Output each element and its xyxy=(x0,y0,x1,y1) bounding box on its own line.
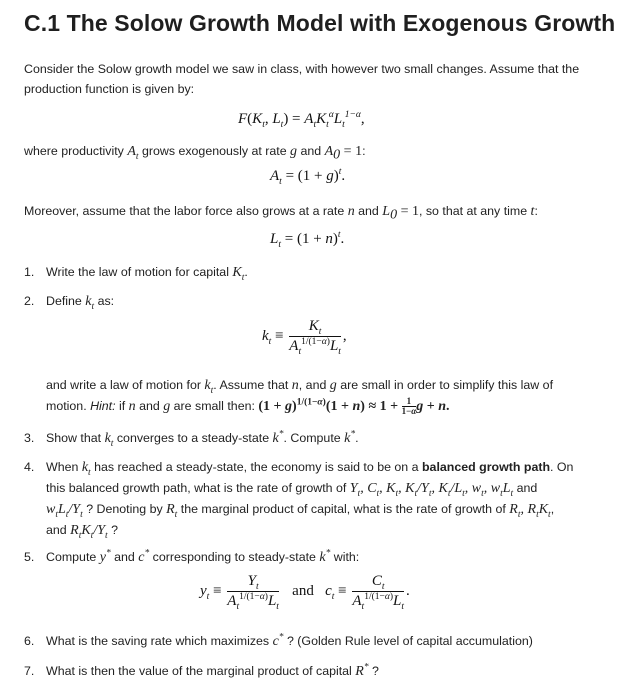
labor-sentence: Moreover, assume that the labor force also grows at a rate n and $L_0 = 1$, so that at any time t: xyxy=(24,204,538,223)
productivity-growth-equation: $A_t = (1 + g)^t$. xyxy=(270,167,346,187)
output-consumption-definitions: $y_t$ ≡ $\frac{Y_t}{A_t^{1/(1-\alpha)}L_t}$ and $c_t$ ≡ $\frac{C_t}{A_t^{1/(1-\alpha)}L_t}$ . xyxy=(200,573,410,612)
question-3: 3. Show that $k_t$ converges to a steady-state k*. Compute k*. xyxy=(24,429,359,449)
page-title: C.1 The Solow Growth Model with Exogenous Growth xyxy=(24,10,616,36)
production-function-equation: $F(K_t$, $L_t) = A_tK_t^\alpha L_t^{1-\alpha}$, xyxy=(238,110,365,130)
intro-line-1: Consider the Solow growth model we saw in class, with however two small changes. Assume that the xyxy=(24,62,580,76)
capital-per-effective-worker-definition: $k_t$ ≡ $\frac{K_t}{A_t^{1/(1-\alpha)}L_t}$ , xyxy=(262,318,347,357)
question-5: 5. Compute y* and c* corresponding to steady-state k* with: xyxy=(24,548,360,565)
question-1: 1. Write the law of motion for capital $K_t$. xyxy=(24,265,248,283)
intro-line-2: production function is given by: xyxy=(24,82,195,96)
labor-growth-equation: $L_t = (1 + n)^t$. xyxy=(270,230,345,250)
productivity-sentence: where productivity $A_t$ grows exogenously at rate g and $A_0 = 1$: xyxy=(24,144,366,163)
question-7: 7. What is then the value of the marginal product of capital R* ? xyxy=(24,662,379,679)
question-6: 6. What is the saving rate which maximizes c* ? (Golden Rule level of capital accumulation) xyxy=(24,632,533,649)
question-2: 2. Define $k_t$ as: xyxy=(24,294,115,312)
question-4: 4. When $k_t$ has reached a steady-state, the economy is said to be on a balanced growth path. On this balanced growth path, what is the rate of growth of $Y_t$, $C_t$, $K_t$, $K_t/Y_t$, $K_t/L_t$, $w_t$, $w_tL_t$ and $w_tL_t/Y_t$ ? Denoting by $R_t$ the marginal product of capital, what is the rate of growth of $R_t$, $R_tK_t$, and $R_tK_t/Y_t$ ? xyxy=(24,460,574,541)
intro-paragraph xyxy=(24,59,579,99)
question-2-continuation: and write a law of motion for $k_t$. Assume that n, and g are small in order to simplify this law of motion. Hint: if n and g are small then: $(1 + g)^{1/(1-\alpha)}(1 + n) \approx 1$ + $\frac{1}{1-\alpha}g + n$. xyxy=(46,378,554,417)
